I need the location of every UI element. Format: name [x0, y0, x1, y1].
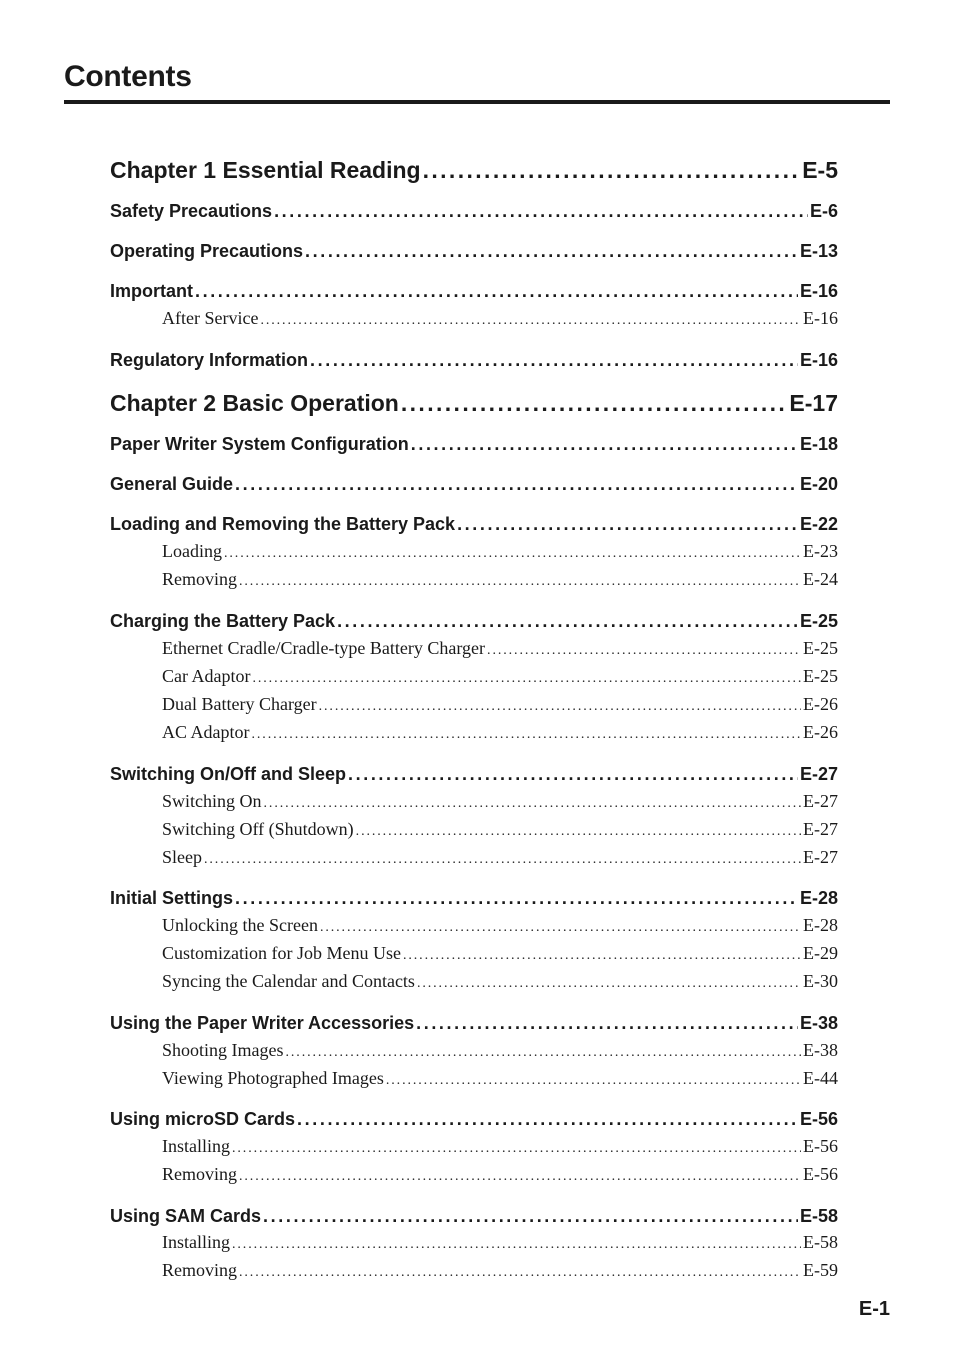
toc-entry-sub[interactable] [162, 722, 838, 743]
dot-leader [401, 390, 788, 417]
toc-entry-page: E-38 [803, 1040, 838, 1060]
toc-entry-title: Removing [162, 1260, 237, 1280]
toc-entry-sub[interactable] [162, 694, 838, 715]
toc-entry-sub[interactable] [162, 1260, 838, 1281]
toc-entry-page: E-18 [799, 434, 838, 454]
toc-entry-section[interactable] [110, 514, 838, 535]
toc-entry-page: E-27 [803, 819, 838, 839]
dot-leader [239, 569, 801, 590]
toc-entry-title: Car Adaptor [162, 666, 251, 686]
dot-leader [337, 611, 798, 632]
toc-entry-chapter[interactable] [110, 390, 838, 417]
toc-entry-section[interactable] [110, 281, 838, 302]
toc-entry-title: Paper Writer System Configuration [110, 434, 409, 454]
dot-leader [411, 434, 798, 455]
toc-entry-title: Operating Precautions [110, 241, 304, 261]
toc-entry-section[interactable] [110, 1013, 838, 1034]
toc-entry-page: E-16 [803, 308, 838, 328]
dot-leader [260, 308, 801, 329]
toc-entry-sub[interactable] [162, 541, 838, 562]
dot-leader [417, 971, 801, 992]
toc-entry-page: E-59 [803, 1260, 838, 1280]
toc-entry-title: Using SAM Cards [110, 1206, 262, 1226]
toc-entry-title: Safety Precautions [110, 201, 273, 221]
toc-entry-sub[interactable] [162, 791, 838, 812]
toc-entry-section[interactable] [110, 1206, 838, 1227]
toc-entry-sub[interactable] [162, 943, 838, 964]
toc-entry-sub[interactable] [162, 569, 838, 590]
dot-leader [403, 943, 801, 964]
toc-entry-title: Customization for Job Menu Use [162, 943, 401, 963]
dot-leader [224, 541, 801, 562]
dot-leader [297, 1109, 798, 1130]
toc-entry-sub[interactable] [162, 308, 838, 329]
page-number: E-1 [858, 1298, 890, 1320]
toc-entry-page: E-29 [803, 943, 838, 963]
toc-entry-sub[interactable] [162, 847, 838, 868]
toc-entry-section[interactable] [110, 1109, 838, 1130]
toc-entry-section[interactable] [110, 474, 838, 495]
dot-leader [235, 888, 798, 909]
toc-entry-section[interactable] [110, 611, 838, 632]
toc-entry-sub[interactable] [162, 666, 838, 687]
toc-entry-section[interactable] [110, 434, 838, 455]
toc-entry-page: E-25 [799, 611, 838, 631]
toc-entry-section[interactable] [110, 888, 838, 909]
page-title: Contents [64, 60, 192, 93]
toc-entry-title: Switching On [162, 791, 262, 811]
toc-entry-title: Using microSD Cards [110, 1109, 296, 1129]
dot-leader [235, 474, 798, 495]
dot-leader [319, 694, 801, 715]
dot-leader [286, 1040, 802, 1061]
dot-leader [263, 1206, 798, 1227]
toc-entry-title: Syncing the Calendar and Contacts [162, 971, 415, 991]
dot-leader [348, 764, 798, 785]
toc-entry-title: Installing [162, 1136, 230, 1156]
toc-entry-page: E-56 [799, 1109, 838, 1129]
toc-entry-page: E-6 [809, 201, 838, 221]
toc-entry-title: Loading [162, 541, 222, 561]
toc-entry-title: Regulatory Information [110, 350, 309, 370]
toc-entry-page: E-44 [803, 1068, 838, 1088]
toc-entry-page: E-13 [799, 241, 838, 261]
toc-entry-page: E-26 [803, 722, 838, 742]
toc-entry-title: Installing [162, 1232, 230, 1252]
toc-entry-page: E-30 [803, 971, 838, 991]
dot-leader [423, 157, 801, 184]
dot-leader [457, 514, 798, 535]
toc-entry-page: E-27 [803, 847, 838, 867]
toc-entry-title: Sleep [162, 847, 202, 867]
dot-leader [274, 201, 808, 222]
toc-entry-title: Important [110, 281, 193, 301]
dot-leader [264, 791, 801, 812]
toc-entry-title: Removing [162, 569, 237, 589]
toc-entry-sub[interactable] [162, 1136, 838, 1157]
toc-entry-section[interactable] [110, 201, 838, 222]
toc-entry-section[interactable] [110, 350, 838, 371]
toc-entry-sub[interactable] [162, 971, 838, 992]
dot-leader [252, 722, 802, 743]
dot-leader [487, 638, 801, 659]
toc-entry-page: E-23 [803, 541, 838, 561]
toc-entry-sub[interactable] [162, 1040, 838, 1061]
toc-entry-page: E-58 [799, 1206, 838, 1226]
toc-entry-title: Chapter 2 Basic Operation [110, 390, 399, 416]
toc-entry-page: E-24 [803, 569, 838, 589]
toc-entry-page: E-25 [803, 638, 838, 658]
dot-leader [232, 1136, 801, 1157]
toc-entry-sub[interactable] [162, 915, 838, 936]
dot-leader [305, 241, 798, 262]
dot-leader [416, 1013, 798, 1034]
toc-entry-section[interactable] [110, 241, 838, 262]
dot-leader [386, 1068, 801, 1089]
dot-leader [232, 1232, 801, 1253]
dot-leader [204, 847, 801, 868]
dot-leader [252, 666, 801, 687]
toc-entry-title: Using the Paper Writer Accessories [110, 1013, 415, 1033]
toc-entry-page: E-16 [799, 350, 838, 370]
toc-entry-page: E-22 [799, 514, 838, 534]
toc-entry-page: E-25 [803, 666, 838, 686]
toc-entry-title: Initial Settings [110, 888, 234, 908]
toc-entry-page: E-28 [803, 915, 838, 935]
toc-entry-page: E-38 [799, 1013, 838, 1033]
toc-entry-page: E-56 [803, 1136, 838, 1156]
toc-entry-title: Ethernet Cradle/Cradle-type Battery Charger [162, 638, 486, 658]
dot-leader [310, 350, 798, 371]
toc-entry-title: AC Adaptor [162, 722, 250, 742]
toc-entry-page: E-27 [803, 791, 838, 811]
toc-entry-sub[interactable] [162, 638, 838, 659]
toc-entry-page: E-56 [803, 1164, 838, 1184]
toc-entry-chapter[interactable] [110, 157, 838, 184]
dot-leader [195, 281, 798, 302]
toc-entry-page: E-5 [802, 157, 838, 183]
toc-entry-sub[interactable] [162, 1068, 838, 1089]
toc-entry-page: E-26 [803, 694, 838, 714]
toc-entry-page: E-58 [803, 1232, 838, 1252]
toc-entry-sub[interactable] [162, 1232, 838, 1253]
toc-entry-title: Charging the Battery Pack [110, 611, 336, 631]
toc-entry-title: Viewing Photographed Images [162, 1068, 384, 1088]
dot-leader [239, 1260, 801, 1281]
toc-entry-page: E-27 [799, 764, 838, 784]
dot-leader [239, 1164, 801, 1185]
toc-entry-title: Loading and Removing the Battery Pack [110, 514, 456, 534]
toc-entry-title: Dual Battery Charger [162, 694, 317, 714]
toc-entry-page: E-17 [789, 390, 838, 416]
toc-entry-page: E-28 [799, 888, 838, 908]
toc-entry-title: Unlocking the Screen [162, 915, 318, 935]
toc-entry-page: E-20 [799, 474, 838, 494]
title-divider [64, 100, 890, 104]
toc-entry-section[interactable] [110, 764, 838, 785]
dot-leader [356, 819, 801, 840]
toc-entry-title: Switching Off (Shutdown) [162, 819, 354, 839]
toc-entry-title: After Service [162, 308, 259, 328]
toc-entry-sub[interactable] [162, 819, 838, 840]
toc-entry-page: E-16 [799, 281, 838, 301]
dot-leader [320, 915, 801, 936]
toc-entry-title: General Guide [110, 474, 234, 494]
toc-entry-title: Chapter 1 Essential Reading [110, 157, 421, 183]
toc-entry-sub[interactable] [162, 1164, 838, 1185]
toc-entry-title: Removing [162, 1164, 237, 1184]
toc-entry-title: Shooting Images [162, 1040, 284, 1060]
toc-entry-title: Switching On/Off and Sleep [110, 764, 347, 784]
